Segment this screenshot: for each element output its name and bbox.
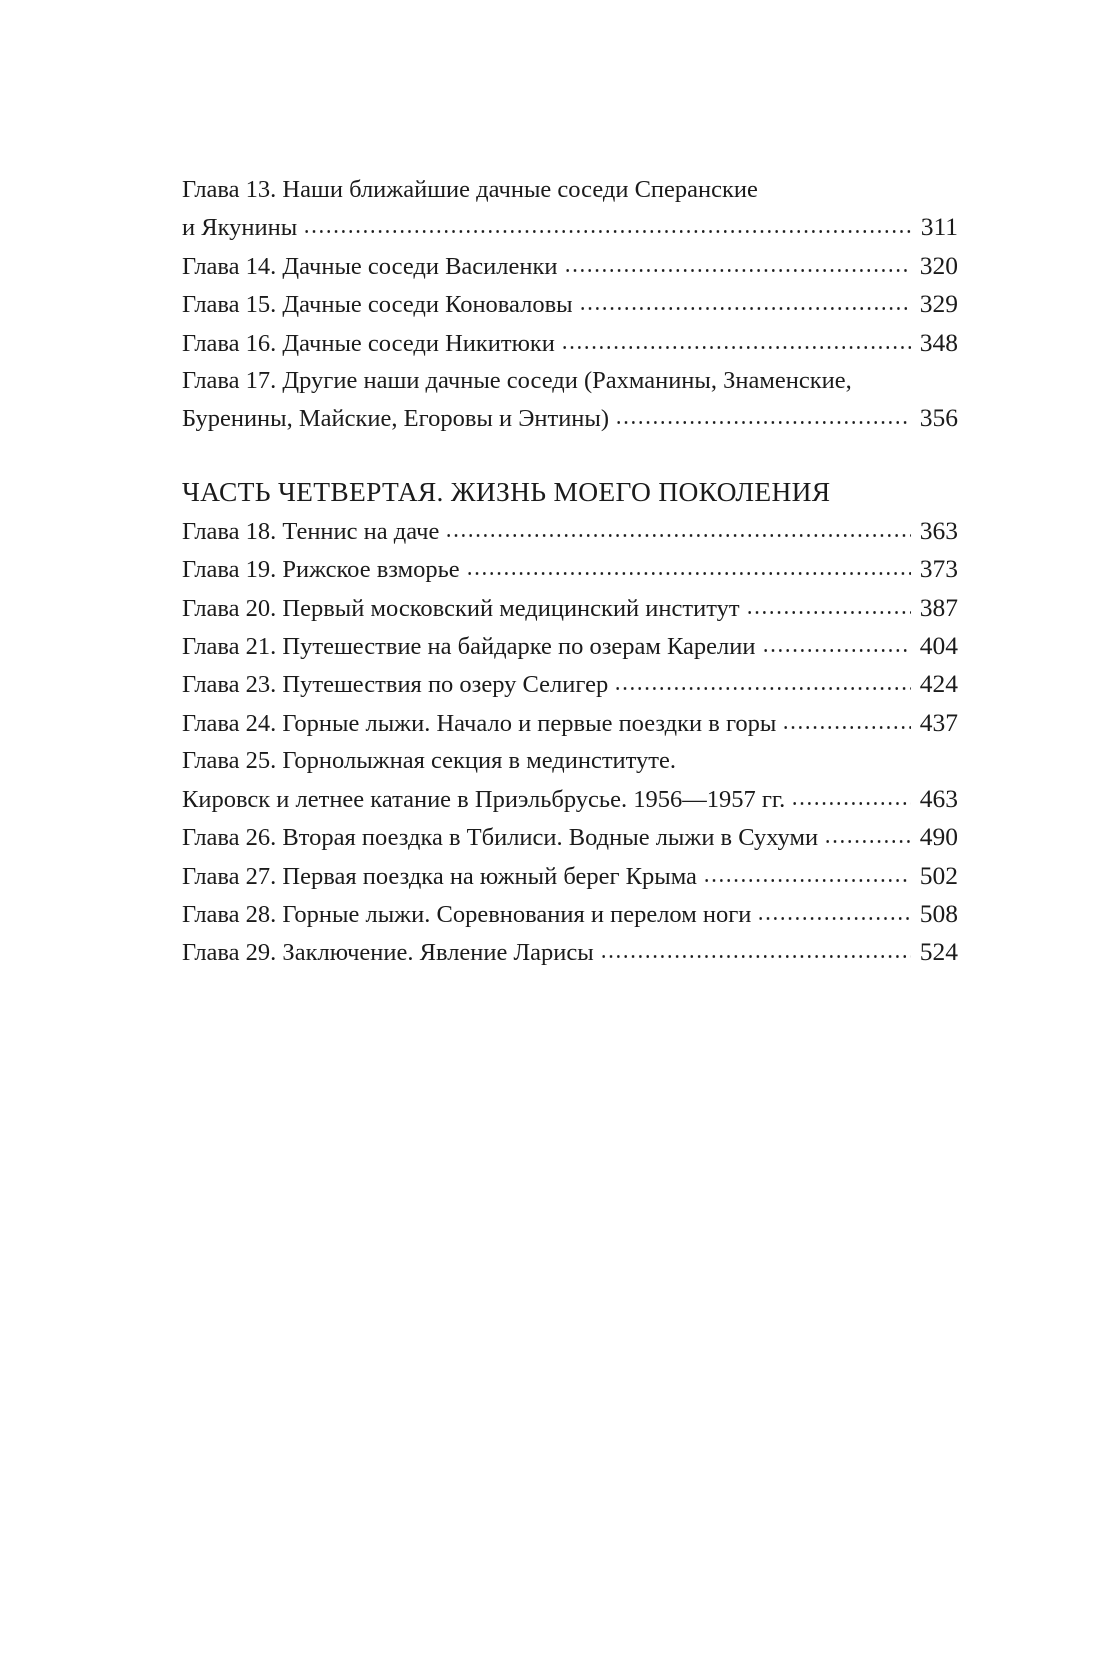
entry-title-text: Глава 26. Вторая поездка в Тбилиси. Водные лыжи в Сухуми — [182, 824, 819, 852]
toc-entry — [182, 818, 958, 856]
toc-entry — [182, 857, 958, 895]
dot-leader — [824, 840, 911, 845]
dot-leader — [564, 269, 911, 274]
toc-entry-line — [182, 895, 958, 933]
entry-title-text: Глава 18. Теннис на даче — [182, 517, 440, 545]
toc-entry-line — [182, 324, 958, 362]
toc-entry — [182, 933, 958, 971]
dot-leader — [561, 346, 911, 351]
dot-leader — [445, 534, 910, 539]
toc-entry-line — [182, 780, 958, 818]
entry-title-text: Глава 13. Наши ближайшие дачные соседи Сперанские — [182, 176, 758, 203]
page-number: 437 — [919, 707, 958, 737]
entry-title-text: Буренины, Майские, Егоровы и Энтины) — [182, 405, 610, 433]
toc-entry-line — [182, 512, 958, 550]
toc-entry-line — [182, 399, 958, 437]
entry-title-text: Кировск и летнее катание в Приэльбрусье. 1956—1957 гг. — [182, 785, 786, 813]
table-of-contents — [182, 171, 958, 972]
toc-section — [182, 171, 958, 438]
entry-title-text: Глава 15. Дачные соседи Коноваловы — [182, 291, 573, 319]
page-number: 524 — [919, 937, 958, 967]
toc-entry — [182, 247, 958, 285]
entry-title-text: Глава 23. Путешествия по озеру Селигер — [182, 671, 609, 699]
toc-entry — [182, 550, 958, 588]
toc-entry — [182, 895, 958, 933]
toc-entry — [182, 627, 958, 665]
toc-entry-line — [182, 285, 958, 323]
dot-leader — [791, 802, 910, 807]
entry-title-text: Глава 25. Горнолыжная секция в мединституте. — [182, 747, 676, 775]
page-number: 311 — [920, 212, 958, 242]
entry-title-text: Глава 14. Дачные соседи Василенки — [182, 252, 558, 280]
dot-leader — [703, 879, 911, 884]
entry-title-text: Глава 24. Горные лыжи. Начало и первые поездки в горы — [182, 709, 777, 737]
dot-leader — [757, 917, 910, 922]
page-number: 356 — [919, 403, 958, 433]
toc-entry — [182, 512, 958, 550]
page-number: 463 — [919, 783, 958, 813]
toc-entry-line — [182, 665, 958, 703]
entry-title-text: Глава 20. Первый московский медицинский институт — [182, 594, 740, 622]
dot-leader — [614, 687, 911, 692]
entry-title-text: Глава 19. Рижское взморье — [182, 556, 460, 584]
page-number: 320 — [919, 250, 958, 280]
entry-title-text: Глава 17. Другие наши дачные соседи (Рахманины, Знаменские, — [182, 367, 852, 395]
entry-title-text: Глава 16. Дачные соседи Никитюки — [182, 329, 555, 357]
entry-title-text: Глава 28. Горные лыжи. Соревнования и перелом ноги — [182, 900, 752, 928]
part-header: ЧАСТЬ ЧЕТВЕРТАЯ. ЖИЗНЬ МОЕГО ПОКОЛЕНИЯ — [182, 475, 831, 507]
page-number: 502 — [919, 860, 958, 890]
page-number: 387 — [919, 592, 958, 622]
dot-leader — [466, 572, 911, 577]
entry-title-text: и Якунины — [182, 214, 298, 242]
page-number: 329 — [919, 289, 958, 319]
toc-entry — [182, 704, 958, 742]
toc-entry — [182, 285, 958, 323]
page-number: 508 — [919, 898, 958, 928]
toc-section — [182, 472, 958, 972]
dot-leader — [600, 955, 911, 960]
toc-entry-line — [182, 208, 958, 246]
page-number: 363 — [919, 515, 958, 545]
toc-entry-line — [182, 589, 958, 627]
entry-title-text: Глава 21. Путешествие на байдарке по озерам Карелии — [182, 633, 756, 661]
page-number: 404 — [919, 631, 958, 661]
toc-entry — [182, 171, 958, 247]
toc-entry — [182, 665, 958, 703]
toc-entry-line — [182, 742, 958, 779]
page-number: 424 — [919, 669, 958, 699]
page-number: 348 — [919, 327, 958, 357]
toc-entry-line — [182, 857, 958, 895]
page-number: 373 — [919, 554, 958, 584]
dot-leader — [782, 726, 910, 731]
entry-title-text: Глава 29. Заключение. Явление Ларисы — [182, 939, 594, 967]
toc-entry — [182, 324, 958, 362]
dot-leader — [579, 307, 911, 312]
entry-title-text: Глава 27. Первая поездка на южный берег Крыма — [182, 862, 697, 890]
toc-entry-line — [182, 933, 958, 971]
page-number: 490 — [919, 822, 958, 852]
toc-entry — [182, 589, 958, 627]
toc-entry-line — [182, 818, 958, 856]
dot-leader — [615, 421, 911, 426]
dot-leader — [762, 649, 911, 654]
dot-leader — [746, 611, 911, 616]
toc-entry-line — [182, 362, 958, 399]
toc-entry-line — [182, 247, 958, 285]
toc-entry-line — [182, 550, 958, 588]
toc-entry-line — [182, 171, 958, 208]
toc-entry-line — [182, 704, 958, 742]
toc-entry-line — [182, 627, 958, 665]
toc-entry — [182, 742, 958, 818]
dot-leader — [303, 230, 912, 235]
toc-entry — [182, 362, 958, 438]
